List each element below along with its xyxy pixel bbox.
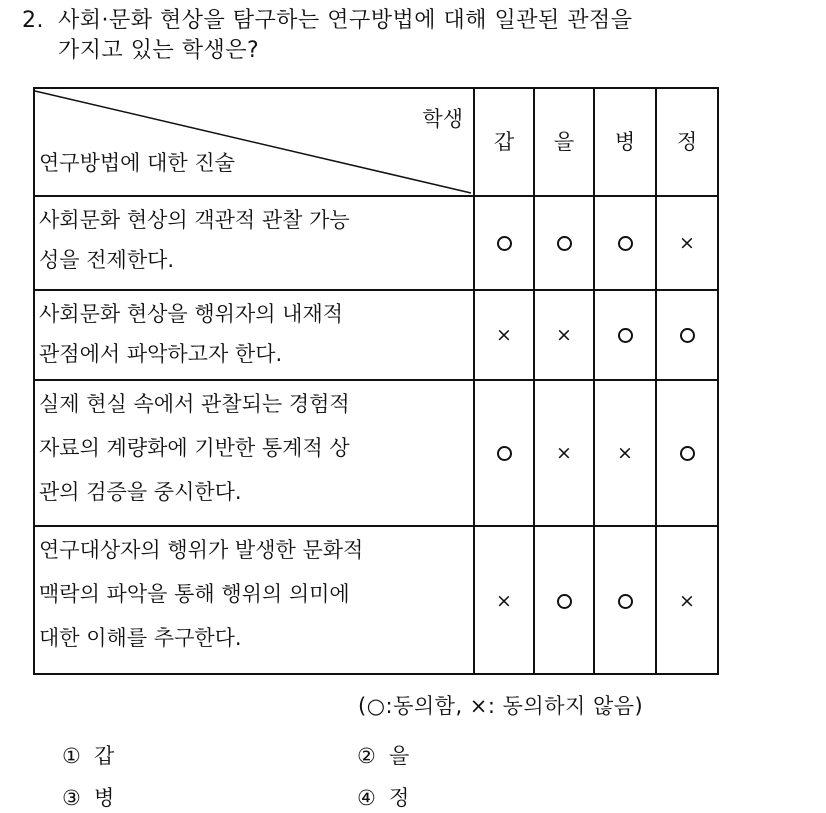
table-row-1-statement [33, 197, 475, 291]
question-number: 2. [22, 8, 44, 33]
choice-2-number: ② [357, 744, 376, 768]
col-header-byeong: 병 [595, 87, 657, 197]
row-3-eul-mark [535, 381, 595, 527]
row-4-byeong-mark [595, 527, 657, 675]
circle-icon [618, 236, 633, 251]
choice-3-label: 병 [94, 786, 115, 810]
legend-text: (○:동의함, ×: 동의하지 않음) [358, 694, 644, 718]
choice-1-number: ① [62, 744, 81, 768]
header-diagonal-cell [33, 87, 475, 197]
table-row-3-statement [33, 381, 475, 527]
cross-icon: × [679, 589, 695, 612]
choice-1[interactable] [62, 740, 114, 770]
row-4-jeong-mark [657, 527, 719, 675]
cross-icon: × [556, 323, 572, 346]
statement-3-line-3: 관의 검증을 중시한다. [39, 480, 242, 504]
choice-3[interactable] [62, 782, 114, 812]
col-header-jeong: 정 [657, 87, 719, 197]
row-1-byeong-mark [595, 197, 657, 291]
diagonal-line [33, 87, 475, 197]
choice-2-label: 을 [389, 744, 410, 768]
circle-icon [618, 594, 633, 609]
header-method-label: 연구방법에 대한 진술 [39, 151, 235, 175]
choice-4-number: ④ [357, 786, 376, 810]
cross-icon: × [496, 323, 512, 346]
question-text [22, 6, 812, 66]
row-2-gap-mark [475, 291, 535, 381]
row-2-jeong-mark [657, 291, 719, 381]
statement-1-line-2: 성을 전제한다. [39, 248, 175, 272]
row-2-eul-mark [535, 291, 595, 381]
circle-icon [680, 446, 695, 461]
col-header-gap: 갑 [475, 87, 535, 197]
question-line-2: 가지고 있는 학생은? [58, 38, 260, 63]
cross-icon: × [679, 231, 695, 254]
row-4-eul-mark [535, 527, 595, 675]
statement-2-line-1: 사회문화 현상을 행위자의 내재적 [39, 302, 344, 326]
row-3-gap-mark [475, 381, 535, 527]
choice-3-number: ③ [62, 786, 81, 810]
choice-2[interactable] [357, 740, 409, 770]
header-student-label: 학생 [422, 107, 463, 131]
circle-icon [497, 236, 512, 251]
statement-3-line-1: 실제 현실 속에서 관찰되는 경험적 [39, 392, 350, 416]
row-3-byeong-mark [595, 381, 657, 527]
row-1-gap-mark [475, 197, 535, 291]
statement-1-line-1: 사회문화 현상의 객관적 관찰 가능 [39, 208, 350, 232]
choice-4-label: 정 [389, 786, 410, 810]
row-4-gap-mark [475, 527, 535, 675]
circle-icon [618, 328, 633, 343]
statement-4-line-2: 맥락의 파악을 통해 행위의 의미에 [39, 582, 350, 606]
circle-icon [557, 594, 572, 609]
statement-3-line-2: 자료의 계량화에 기반한 통계적 상 [39, 436, 350, 460]
cross-icon: × [617, 441, 633, 464]
question-line-1: 사회·문화 현상을 탐구하는 연구방법에 대해 일관된 관점을 [58, 8, 633, 33]
statement-4-line-3: 대한 이해를 추구한다. [39, 626, 242, 650]
circle-icon [680, 328, 695, 343]
table-row-4-statement [33, 527, 475, 675]
row-1-jeong-mark [657, 197, 719, 291]
statement-2-line-2: 관점에서 파악하고자 한다. [39, 342, 283, 366]
choice-4[interactable] [357, 782, 409, 812]
statement-4-line-1: 연구대상자의 행위가 발생한 문화적 [39, 538, 364, 562]
circle-icon [497, 446, 512, 461]
cross-icon: × [496, 589, 512, 612]
choice-1-label: 갑 [94, 744, 115, 768]
survey-table [33, 87, 719, 675]
row-3-jeong-mark [657, 381, 719, 527]
row-1-eul-mark [535, 197, 595, 291]
cross-icon: × [556, 441, 572, 464]
row-2-byeong-mark [595, 291, 657, 381]
circle-icon [557, 236, 572, 251]
table-row-2-statement [33, 291, 475, 381]
col-header-eul: 을 [535, 87, 595, 197]
